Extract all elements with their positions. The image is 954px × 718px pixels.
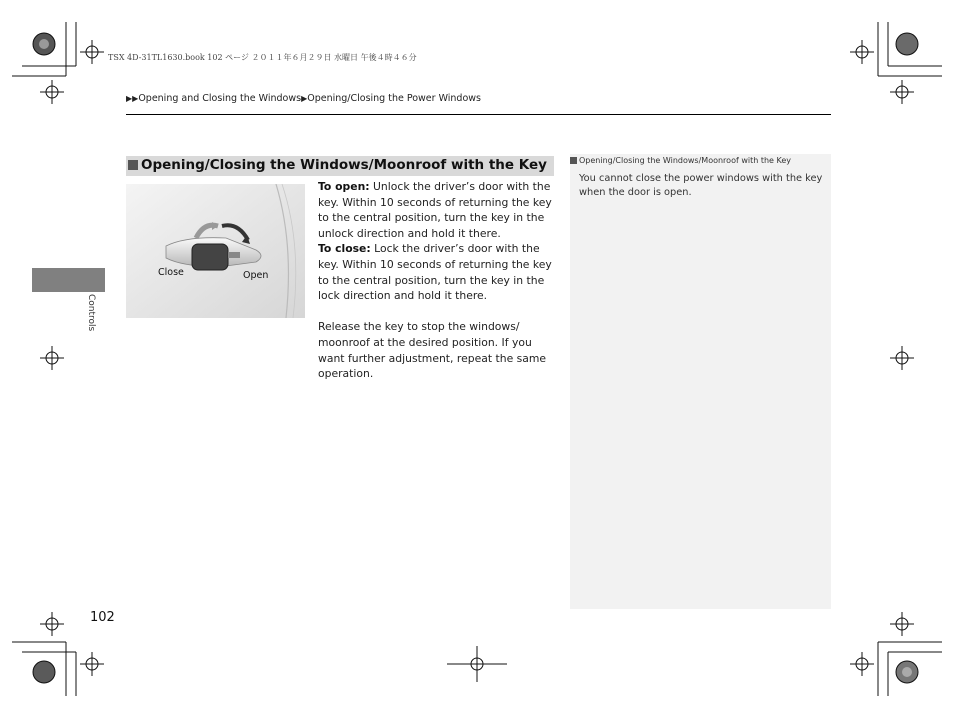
section-heading: [126, 156, 554, 176]
open-text: Unlock the driver’s door with the key. Within 10 seconds of returning the key to the central position, turn the key in the unlock direction and hold it there.: [318, 180, 552, 240]
open-label-bold: To open:: [318, 180, 370, 193]
open-label: Open: [243, 270, 269, 281]
header-rule: [126, 114, 831, 115]
instructions: [318, 179, 558, 382]
section-tab: [32, 268, 105, 292]
breadcrumb-item[interactable]: Opening/Closing the Power Windows: [307, 93, 481, 104]
arrow-icon: ▶: [301, 94, 308, 103]
close-text: Lock the driver’s door with the key. Within 10 seconds of returning the key to the central position, turn the key in the lock direction and hold it there.: [318, 242, 552, 303]
door-handle-key-drawing: [126, 184, 305, 318]
open-instruction: [318, 179, 558, 241]
release-instruction: Release the key to stop the windows/ moonroof at the desired position. If you want further adjustment, repeat the same operation.: [318, 320, 547, 381]
close-instruction: [318, 241, 558, 303]
heading-square-icon: [128, 160, 138, 170]
note-text: You cannot close the power windows with the key when the door is open.: [579, 173, 823, 199]
note-title-text: Opening/Closing the Windows/Moonroof with the Key: [579, 156, 792, 165]
page-number: 102: [90, 610, 115, 625]
double-arrow-icon: ▶▶: [126, 94, 139, 103]
section-heading-text: Opening/Closing the Windows/Moonroof with the Key: [141, 157, 547, 173]
reference-icon: [570, 157, 577, 164]
print-header: TSX 4D-31TL1630.book 102 ページ ２０１１年６月２９日 水曜日 午後４時４６分: [108, 53, 417, 62]
close-label-bold: To close:: [318, 242, 371, 256]
section-tab-label: Controls: [86, 294, 96, 332]
note-title[interactable]: [570, 156, 791, 165]
close-label: Close: [158, 267, 184, 278]
key-illustration: [126, 184, 305, 318]
note-panel: [570, 154, 831, 609]
breadcrumb-item[interactable]: Opening and Closing the Windows: [138, 93, 302, 104]
breadcrumb: [126, 93, 481, 104]
